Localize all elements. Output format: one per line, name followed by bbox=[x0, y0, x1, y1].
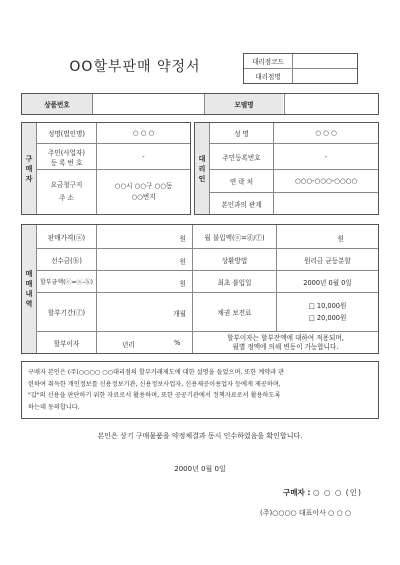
agency-name-field[interactable] bbox=[293, 69, 357, 83]
interest-value: 년리 bbox=[122, 341, 135, 349]
buyer-address-value[interactable]: ○○시 ○○구 ○○동 ○○번지 bbox=[114, 182, 173, 201]
price-unit: 원 bbox=[179, 235, 186, 243]
product-row bbox=[21, 93, 379, 115]
agent-side-label: 대 리 인 bbox=[195, 123, 209, 214]
consent-line-2: 련하여 취득한 개인정보를 신용정보기관, 신용정보사업자, 신용제공이용업자 등에게 제공하며, bbox=[28, 380, 281, 388]
contract-date: 2000년 0월 0일 bbox=[174, 465, 226, 473]
agent-relation-label: 본인과의 관계 bbox=[221, 200, 262, 209]
buyer-section bbox=[21, 122, 191, 215]
product-number-field[interactable] bbox=[93, 94, 203, 114]
bond-option-20000[interactable]: □ 20,000원 bbox=[308, 314, 347, 322]
agent-id-value[interactable]: - bbox=[324, 152, 328, 161]
method-value: 원리금 균등분할 bbox=[304, 256, 351, 265]
first-payment-label: 최초 불입일 bbox=[217, 278, 252, 287]
buyer-address-label: 요금청구지 주 소 bbox=[50, 181, 83, 202]
consent-line-3: "갑"의 신용을 판단하기 위한 자료로서 활용하며, 또한 공공기관에서 정책자료로서 활용하도록 bbox=[28, 392, 281, 399]
agency-box bbox=[243, 53, 358, 84]
buyer-side-label: 구 매 자 bbox=[22, 123, 36, 214]
agency-code-label: 대리점코드 bbox=[252, 58, 284, 66]
agent-contact-label: 연 락 처 bbox=[229, 178, 254, 186]
interest-label: 할부이자 bbox=[53, 339, 80, 348]
consent-line-4: 하는데 동의합니다. bbox=[28, 403, 80, 411]
company-signature: (주)○○○○ 대표이사 ○ ○ ○ bbox=[260, 509, 351, 517]
buyer-name-label: 성명(법인명) bbox=[48, 130, 85, 138]
period-label: 할부기간(ⓕ) bbox=[47, 309, 86, 317]
document-title: OO할부판매 약정서 bbox=[69, 59, 201, 75]
consent-box bbox=[21, 361, 379, 419]
model-label: 모델명 bbox=[205, 94, 283, 114]
period-unit: 개월 bbox=[173, 310, 186, 318]
bond-label: 채권 보전료 bbox=[217, 309, 252, 317]
model-field[interactable] bbox=[285, 94, 378, 114]
amount-label: 할부금액(ⓒ=ⓐ-ⓑ) bbox=[39, 279, 94, 286]
agency-name-label: 대리점명 bbox=[255, 73, 281, 81]
interest-unit: % bbox=[174, 339, 181, 347]
bond-option-10000[interactable]: □ 10,000원 bbox=[308, 302, 347, 310]
monthly-label: 월 불입액(ⓔ=ⓓ/ⓕ) bbox=[204, 233, 265, 242]
consent-line-1: 구매자 본인은 (주)○○○○ ○○대리점의 할부거래제도에 대한 설명을 들었으며, 또한 계약과 관 bbox=[28, 369, 285, 376]
installment-section bbox=[21, 224, 379, 354]
buyer-id-label: 주민(사업자) 등 록 번 호 bbox=[48, 148, 85, 167]
installment-side-label: 매 매 내 역 bbox=[22, 225, 36, 353]
method-label: 상환방법 bbox=[221, 256, 248, 265]
agency-code-field[interactable] bbox=[293, 54, 357, 68]
buyer-id-value[interactable]: - bbox=[142, 152, 145, 161]
deposit-unit: 원 bbox=[179, 258, 186, 266]
buyer-signature-label: 구매자 : bbox=[283, 488, 311, 497]
amount-unit: 원 bbox=[179, 280, 186, 288]
buyer-name-value[interactable]: ○ ○ ○ bbox=[132, 129, 155, 137]
monthly-unit: 원 bbox=[337, 235, 344, 243]
buyer-signature-value[interactable]: ○ ○ ○ (인) bbox=[313, 488, 362, 497]
agent-relation-field[interactable] bbox=[274, 193, 378, 214]
agent-section bbox=[194, 122, 379, 215]
agent-contact-value[interactable]: ○○○-○○○-○○○○ bbox=[294, 177, 358, 185]
product-number-label: 상품번호 bbox=[22, 94, 92, 114]
first-payment-value[interactable]: 2000년 0월 0일 bbox=[303, 278, 352, 287]
interest-note: 할부이자는 할부잔액에 대하여 적용되며, 월별 정액에 의해 변동이 가능합니다. bbox=[227, 333, 344, 351]
price-label: 판매가격(ⓐ) bbox=[47, 233, 86, 242]
agent-name-value[interactable]: ○ ○ ○ bbox=[315, 129, 337, 137]
bond-options[interactable] bbox=[277, 293, 378, 331]
agent-id-label: 주민등록번호 bbox=[222, 153, 261, 162]
deposit-label: 선수금(ⓑ) bbox=[51, 256, 82, 265]
confirm-text: 본인은 상기 구매물품을 약정체결과 동시 인수하였음을 확인합니다. bbox=[97, 432, 303, 440]
agent-name-label: 성 명 bbox=[234, 130, 249, 138]
